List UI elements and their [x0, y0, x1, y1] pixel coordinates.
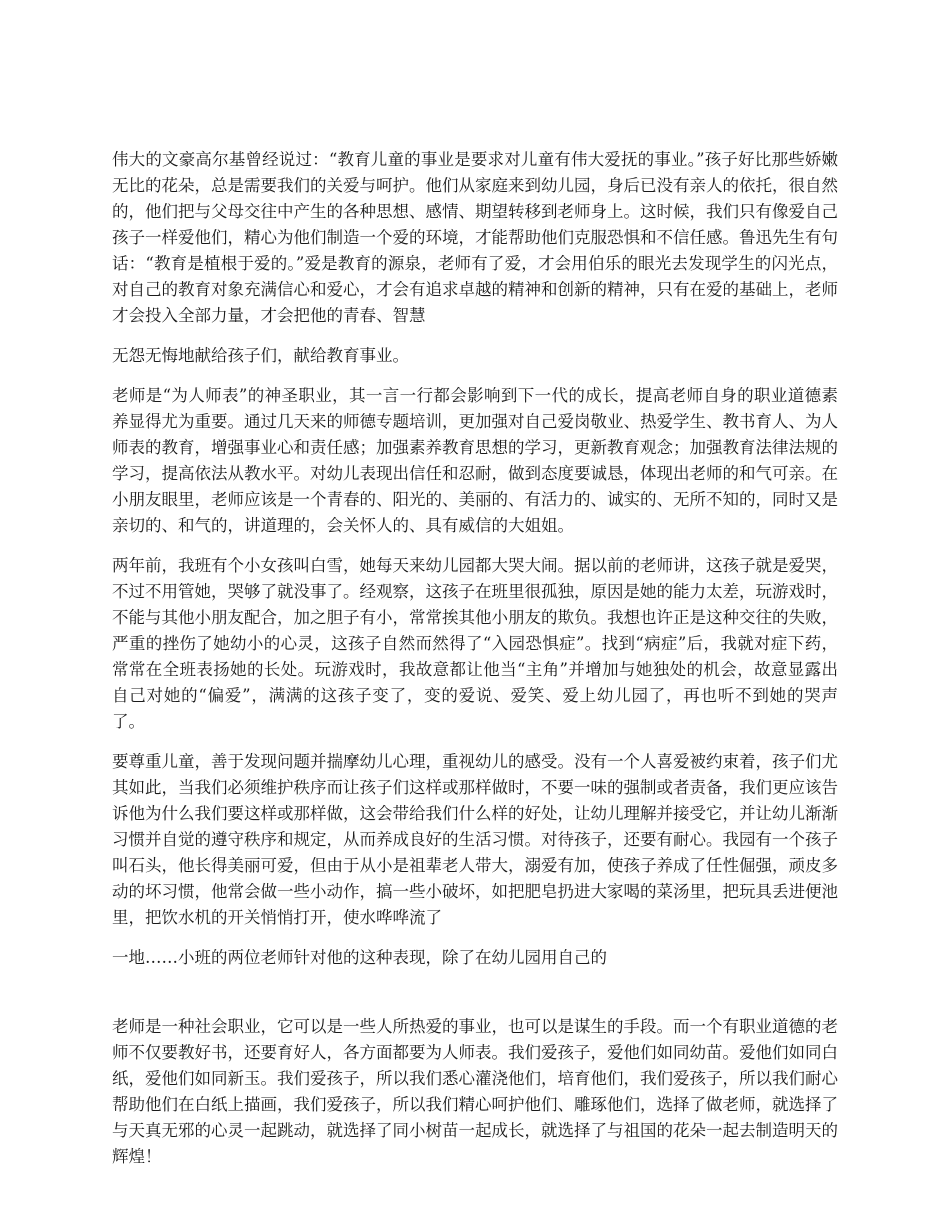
paragraph: 要尊重儿童，善于发现问题并揣摩幼儿心理，重视幼儿的感受。没有一个人喜爱被约束着，孩子们尤其如此，当我们必须维护秩序而让孩子们这样或那样做时，不要一味的强制或者责备，我们更应该告诉他为什么我们要这样或那样做，这会带给我们什么样的好处，让幼儿理解并接受它，并让幼儿渐渐习惯并自觉的遵守秩序和规定，从而养成良好的生活习惯。对待孩子，还要有耐心。我园有一个孩子叫石头，他长得美丽可爱，但由于从小是祖辈老人带大，溺爱有加，使孩子养成了任性倔强，顽皮多动的坏习惯，他常会做一些小动作，搞一些小破坏，如把肥皂扔进大家喝的菜汤里，把玩具丢进便池里，把饮水机的开关悄悄打开，使水哗哗流了 — [112, 752, 838, 927]
paragraph: 伟大的文豪高尔基曾经说过：“教育儿童的事业是要求对儿童有伟大爱抚的事业。”孩子好比那些娇嫩无比的花朵，总是需要我们的关爱与呵护。他们从家庭来到幼儿园，身后已没有亲人的依托，很自然的，他们把与父母交往中产生的各种思想、感情、期望转移到老师身上。这时候，我们只有像爱自己孩子一样爱他们，精心为他们制造一个爱的环境，才能帮助他们克服恐惧和不信任感。鲁迅先生有句话：“教育是植根于爱的。”爱是教育的源泉，老师有了爱，才会用伯乐的眼光去发现学生的闪光点，对自己的教育对象充满信心和爱心，才会有追求卓越的精神和创新的精神，只有在爱的基础上，老师才会投入全部力量，才会把他的青春、智慧 — [112, 150, 838, 325]
paragraph: 一地……小班的两位老师针对他的这种表现，除了在幼儿园用自己的 — [112, 948, 607, 967]
paragraph: 老师是一种社会职业，它可以是一些人所热爱的事业，也可以是谋生的手段。而一个有职业道德的老师不仅要教好书，还要育好人，各方面都要为人师表。我们爱孩子，爱他们如同幼苗。爱他们如同白纸，爱他们如同新玉。我们爱孩子，所以我们悉心灌浇他们，培育他们，我们爱孩子，所以我们耐心帮助他们在白纸上描画，我们爱孩子，所以我们精心呵护他们、雕琢他们，选择了做老师，就选择了与天真无邪的心灵一起跳动，就选择了同小树苗一起成长，就选择了与祖国的花朵一起去制造明天的辉煌！ — [112, 1017, 838, 1166]
document-body — [112, 147, 838, 1184]
paragraph: 老师是“为人师表”的神圣职业，其一言一行都会影响到下一代的成长，提高老师自身的职业道德素养显得尤为重要。通过几天来的师德专题培训，更加强对自己爱岗敬业、热爱学生、教书育人、为人师表的教育，增强事业心和责任感；加强素养教育思想的学习，更新教育观念；加强教育法律法规的学习，提高依法从教水平。对幼儿表现出信任和忍耐，做到态度要诚恳，体现出老师的和气可亲。在小朋友眼里，老师应该是一个青春的、阳光的、美丽的、有活力的、诚实的、无所不知的，同时又是亲切的、和气的，讲道理的，会关怀人的、具有威信的大姐姐。 — [112, 386, 838, 535]
paragraph: 无怨无悔地献给孩子们，献给教育事业。 — [112, 346, 409, 365]
paragraph: 两年前，我班有个小女孩叫白雪，她每天来幼儿园都大哭大闹。据以前的老师讲，这孩子就是爱哭，不过不用管她，哭够了就没事了。经观察，这孩子在班里很孤独，原因是她的能力太差，玩游戏时，不能与其他小朋友配合，加之胆子有小，常常挨其他小朋友的欺负。我想也许正是这种交往的失败，严重的挫伤了她幼小的心灵，这孩子自然而然得了“入园恐惧症”。找到“病症”后，我就对症下药，常常在全班表扬她的长处。玩游戏时，我故意都让他当“主角”并增加与她独处的机会，故意显露出自己对她的“偏爱”，满满的这孩子变了，变的爱说、爱笑、爱上幼儿园了，再也听不到她的哭声了。 — [112, 556, 838, 731]
